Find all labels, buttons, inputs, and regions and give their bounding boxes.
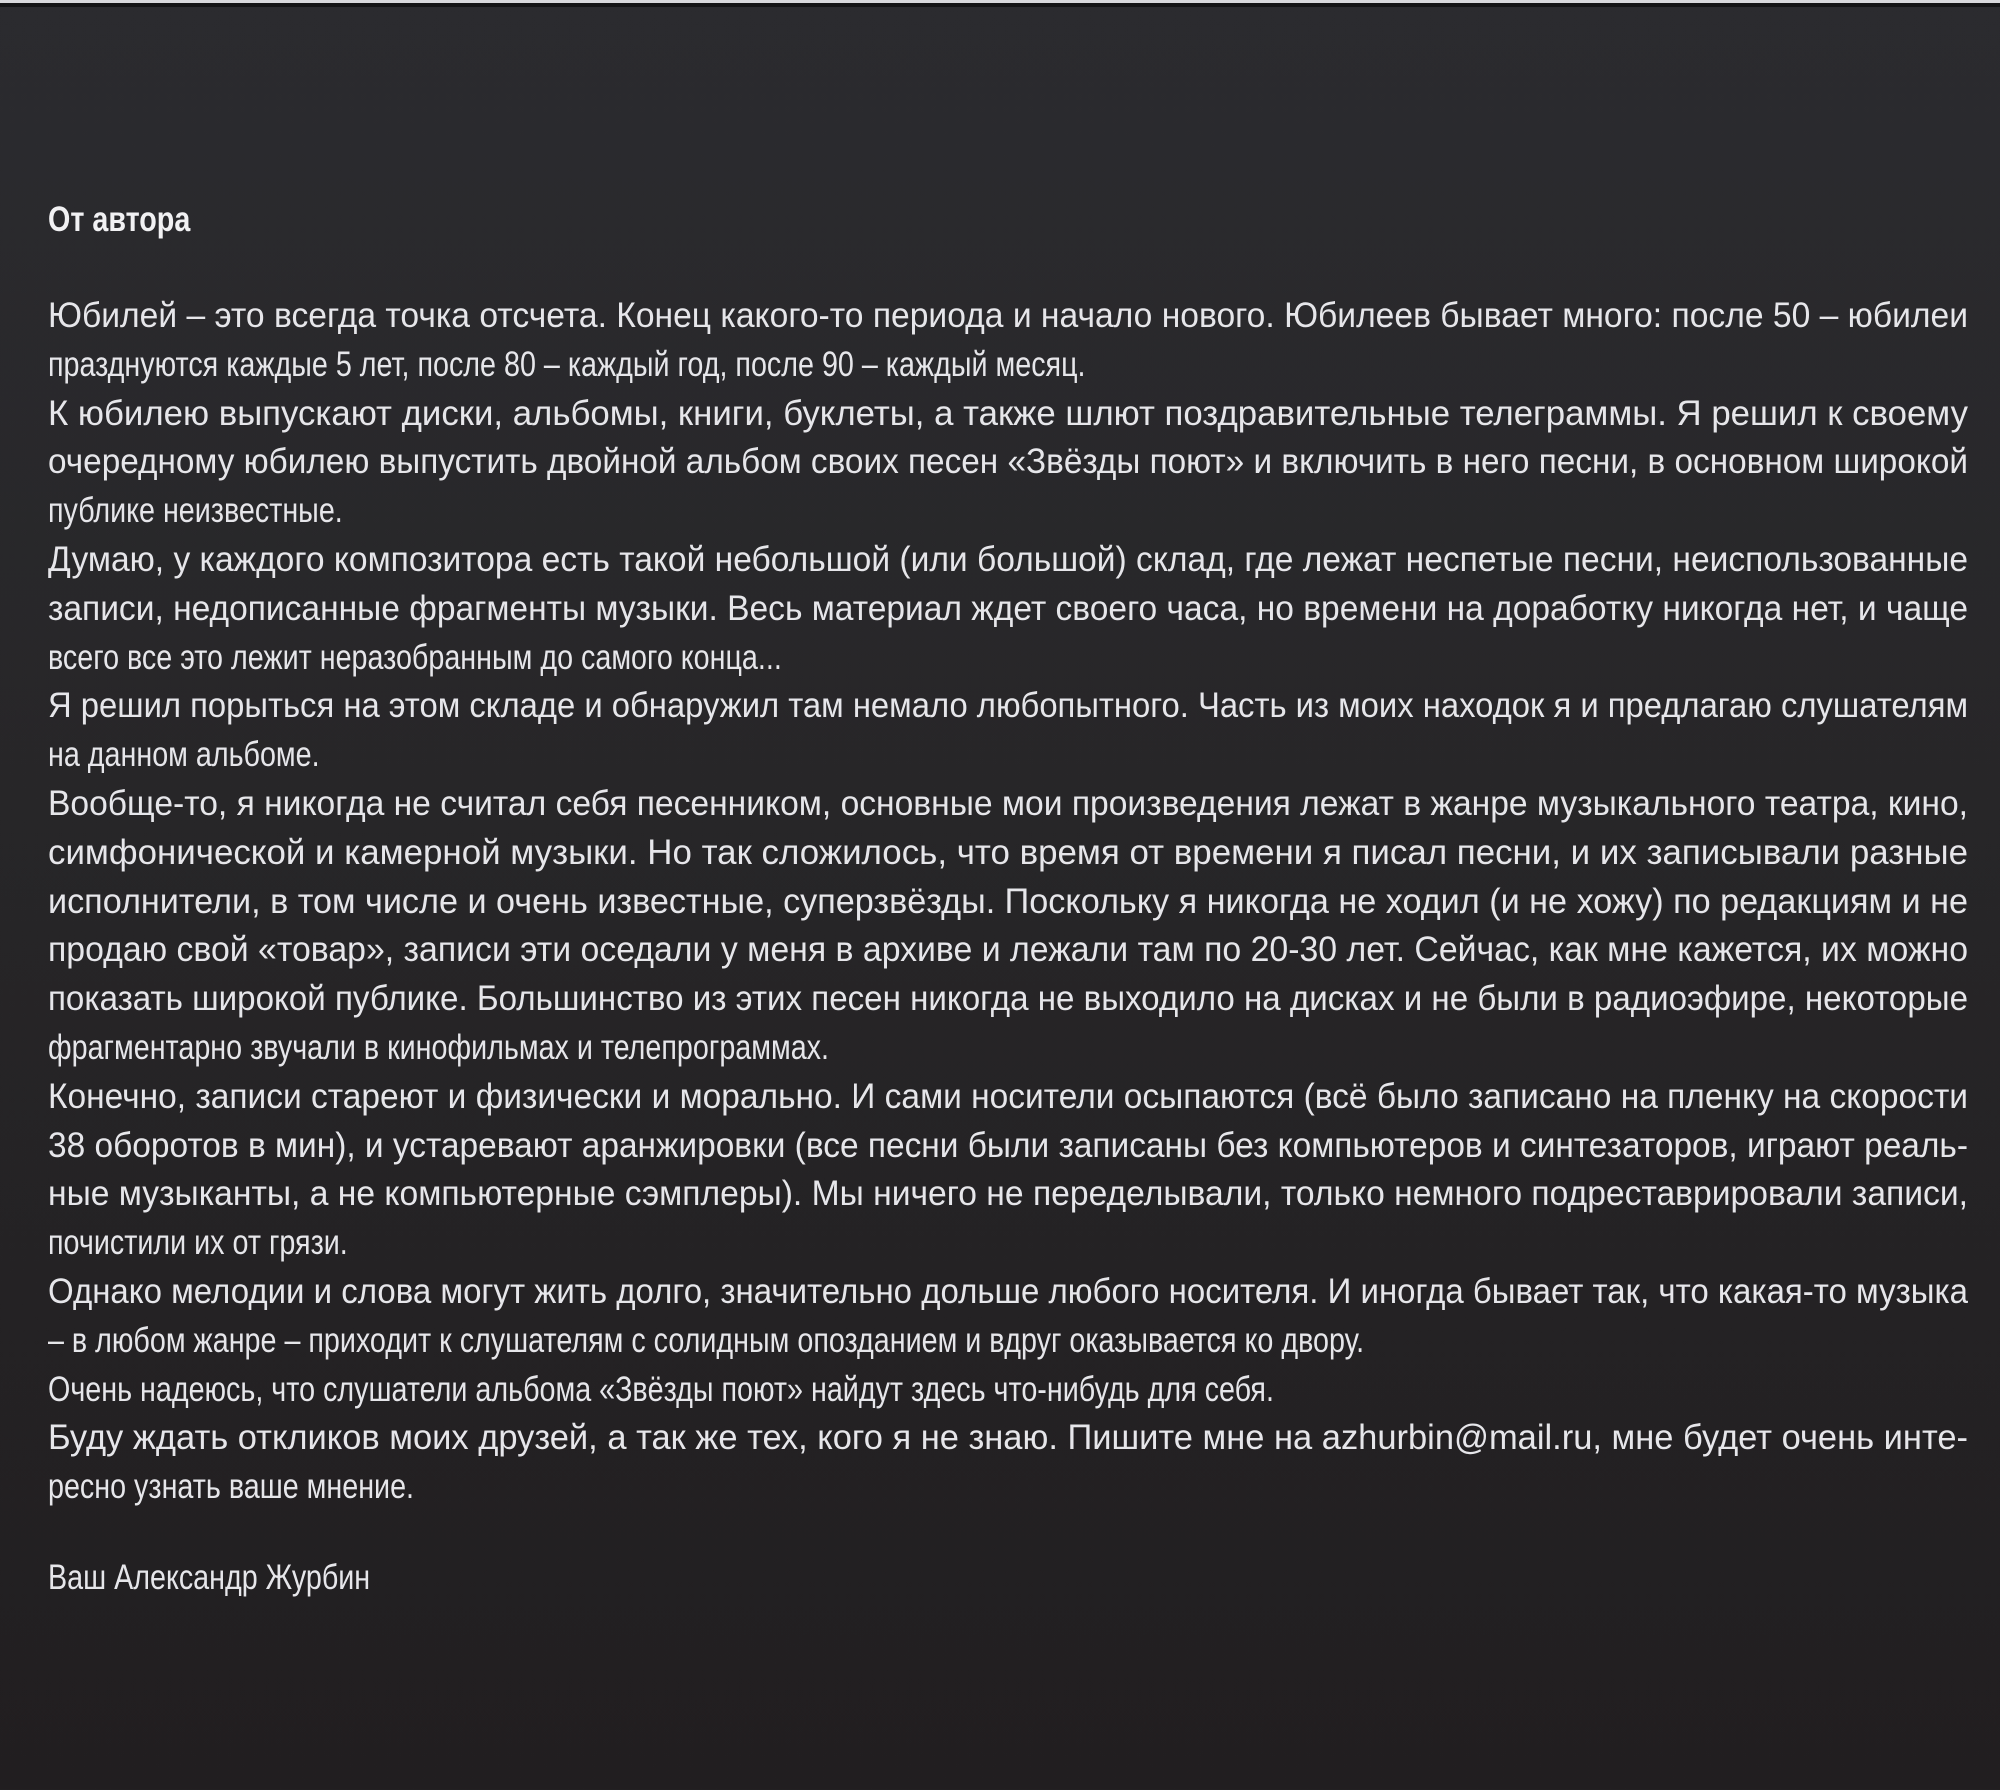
text-line (48, 878, 1968, 927)
text-line-content: – в любом жанре – приходит к слушателям с солидным опозданием и вдруг оказывается ко двору. (48, 1320, 1365, 1360)
author-letter-body (48, 292, 1968, 1512)
text-line-content: записи, недописанные фрагменты музыки. Весь материал ждет своего часа, но времени на доработку никогда нет, и чаще (48, 588, 1968, 628)
text-line-content: Юбилей – это всегда точка отсчета. Конец какого-то периода и начало нового. Юбилеев бывает много: после 50 – юбилеи (48, 296, 1968, 335)
text-line (48, 487, 1968, 536)
text-line (48, 780, 1968, 829)
text-line (48, 1073, 1968, 1122)
text-line-content: 38 оборотов в мин), и устаревают аранжировки (все песни были записаны без компьютеров и синтезаторов, играют реаль- (48, 1125, 1968, 1165)
text-line-content: Я решил порыться на этом складе и обнаружил там немало любопытного. Часть из моих находок я и предлагаю слушателям (48, 686, 1968, 726)
text-line (48, 926, 1968, 975)
text-line (48, 634, 1968, 683)
text-line (48, 1122, 1968, 1171)
text-line (48, 438, 1968, 487)
page-heading: От автора (48, 200, 191, 239)
text-line-content: продаю свой «товар», записи эти оседали у меня в архиве и лежали там по 20-30 лет. Сейчас, как мне кажется, их можно (48, 930, 1968, 970)
text-line (48, 1170, 1968, 1219)
text-line (48, 536, 1968, 585)
text-line-content: почистили их от грязи. (48, 1223, 348, 1263)
text-line (48, 682, 1968, 731)
text-line-content: публике неизвестные. (48, 491, 343, 531)
text-line-content: исполнители, в том числе и очень известные, суперзвёзды. Поскольку я никогда не ходил (и не хожу) по редакциям и не (48, 881, 1968, 921)
text-line (48, 1366, 1968, 1415)
text-line (48, 1414, 1968, 1463)
text-line (48, 390, 1968, 439)
text-line (48, 829, 1968, 878)
text-line-content: Вообще-то, я никогда не считал себя песенником, основные мои произведения лежат в жанре музыкального театра, кино, (48, 783, 1968, 823)
text-line-content: ресно узнать ваше мнение. (48, 1467, 415, 1507)
text-line (48, 585, 1968, 634)
author-signature: Ваш Александр Журбин (48, 1558, 371, 1597)
text-line-content: симфонической и камерной музыки. Но так сложилось, что время от времени я писал песни, и их записывали разные (48, 832, 1968, 872)
text-line (48, 1463, 1968, 1512)
text-line (48, 1219, 1968, 1268)
text-line-content: Думаю, у каждого композитора есть такой небольшой (или большой) склад, где лежат неспетые песни, неиспользованные (48, 539, 1968, 579)
text-line (48, 1024, 1968, 1073)
text-line-content: Буду ждать откликов моих друзей, а так же тех, кого я не знаю. Пишите мне на azhurbin@mail.ru, мне будет очень инте- (48, 1418, 1968, 1458)
text-line-content: всего все это лежит неразобранным до самого конца... (48, 637, 782, 677)
text-line (48, 1268, 1968, 1317)
text-line-content: ные музыканты, а не компьютерные сэмплеры). Мы ничего не переделывали, только немного подреставрировали записи, (48, 1174, 1968, 1214)
text-line-content: празднуются каждые 5 лет, после 80 – каждый год, после 90 – каждый месяц. (48, 344, 1086, 384)
text-line-content: Очень надеюсь, что слушатели альбома «Звёзды поют» найдут здесь что-нибудь для себя. (48, 1369, 1274, 1409)
text-line-content: фрагментарно звучали в кинофильмах и телепрограммах. (48, 1027, 829, 1067)
text-line-content: Конечно, записи стареют и физически и морально. И сами носители осыпаются (всё было записано на пленку на скорости (48, 1076, 1968, 1116)
text-line-content: очередному юбилею выпустить двойной альбом своих песен «Звёзды поют» и включить в него песни, в основном широкой (48, 442, 1968, 482)
text-line (48, 292, 1968, 341)
text-line (48, 341, 1968, 390)
text-line-content: К юбилею выпускают диски, альбомы, книги, буклеты, а также шлют поздравительные телеграммы. Я решил к своему (48, 393, 1968, 433)
text-line (48, 1317, 1968, 1366)
text-line (48, 975, 1968, 1024)
page-top-shadow (0, 3, 2000, 7)
text-line-content: на данном альбоме. (48, 735, 320, 775)
text-line-content: показать широкой публике. Большинство из этих песен никогда не выходило на дисках и не были в радиоэфире, некоторые (48, 979, 1968, 1019)
text-line-content: Однако мелодии и слова могут жить долго, значительно дольше любого носителя. И иногда бывает так, что какая-то музыка (48, 1271, 1968, 1311)
text-line (48, 731, 1968, 780)
